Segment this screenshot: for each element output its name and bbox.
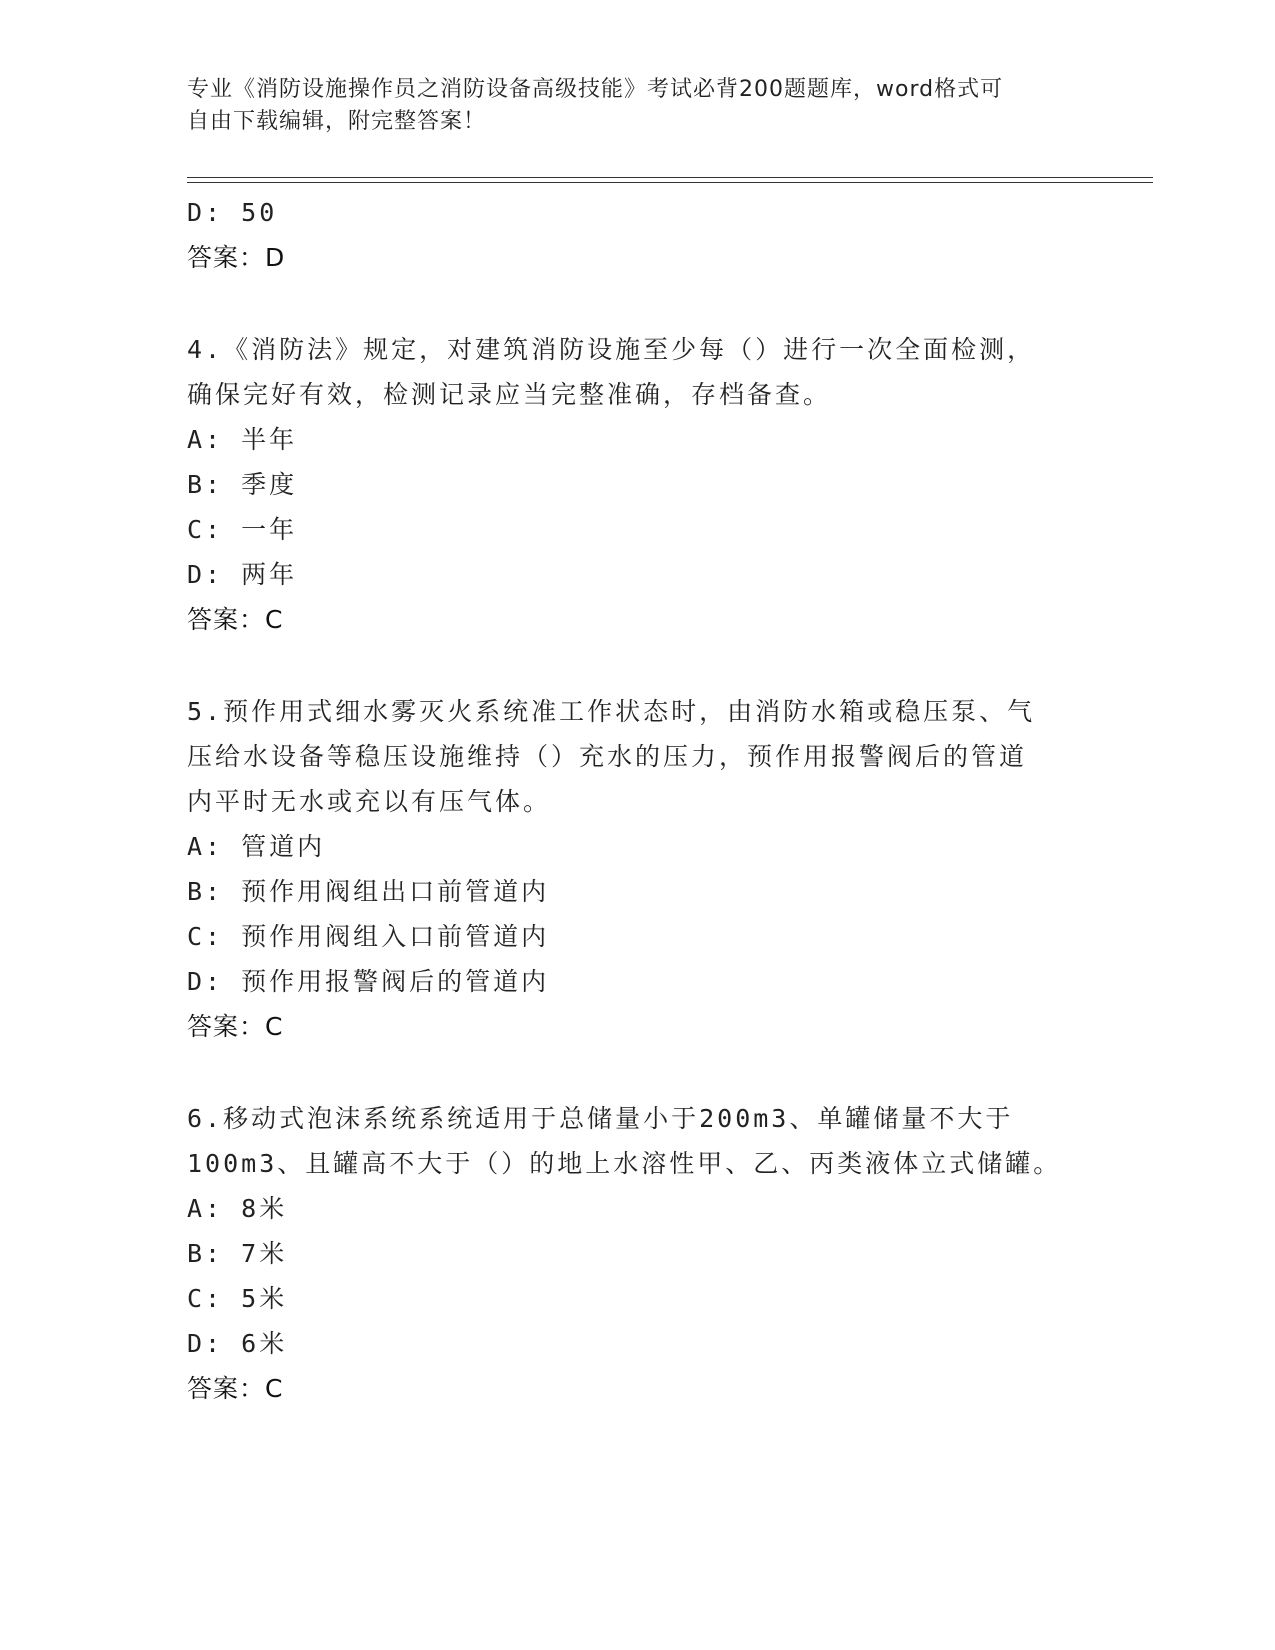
question-6 [187,1096,1087,1411]
header-divider-top [187,177,1153,178]
answer-label: 答案：D [187,243,286,272]
option-d: D: 6米 [187,1329,288,1358]
option-b: B: 季度 [187,470,298,499]
spacer [187,642,1087,689]
option-b: B: 7米 [187,1239,288,1268]
question-text: 6.移动式泡沫系统系统适用于总储量小于200m3、单罐储量不大于 [187,1104,1014,1133]
option-d: D: 预作用报警阀后的管道内 [187,967,550,996]
question-text: 100m3、且罐高不大于（）的地上水溶性甲、乙、丙类液体立式储罐。 [187,1149,1062,1178]
option-d: D: 50 [187,198,278,227]
option-b: B: 预作用阀组出口前管道内 [187,877,550,906]
option-c: C: 5米 [187,1284,288,1313]
header-title-line-1: 专业《消防设施操作员之消防设备高级技能》考试必背200题题库，word格式可 [187,77,1004,102]
question-text: 5.预作用式细水雾灭火系统准工作状态时，由消防水箱或稳压泵、气 [187,697,1036,726]
question-text: 确保完好有效，检测记录应当完整准确，存档备查。 [187,380,832,409]
option-c: C: 预作用阀组入口前管道内 [187,922,550,951]
answer-label: 答案：C [187,605,284,634]
option-a: A: 8米 [187,1194,288,1223]
header-divider-bottom [187,182,1153,183]
question-text: 压给水设备等稳压设施维持（）充水的压力，预作用报警阀后的管道 [187,742,1028,771]
answer-label: 答案：C [187,1012,284,1041]
option-d: D: 两年 [187,560,298,589]
question-text: 4.《消防法》规定，对建筑消防设施至少每（）进行一次全面检测， [187,335,1036,364]
document-header [187,74,1067,138]
previous-question-tail [187,190,1087,280]
option-a: A: 管道内 [187,832,326,861]
question-list [187,190,1087,1411]
question-text: 内平时无水或充以有压气体。 [187,787,552,816]
spacer [187,280,1087,327]
answer-label: 答案：C [187,1374,284,1403]
option-a: A: 半年 [187,425,298,454]
option-c: C: 一年 [187,515,298,544]
spacer [187,1049,1087,1096]
question-5 [187,689,1087,1049]
header-title-line-2: 自由下载编辑，附完整答案！ [187,109,487,134]
question-4 [187,327,1087,642]
